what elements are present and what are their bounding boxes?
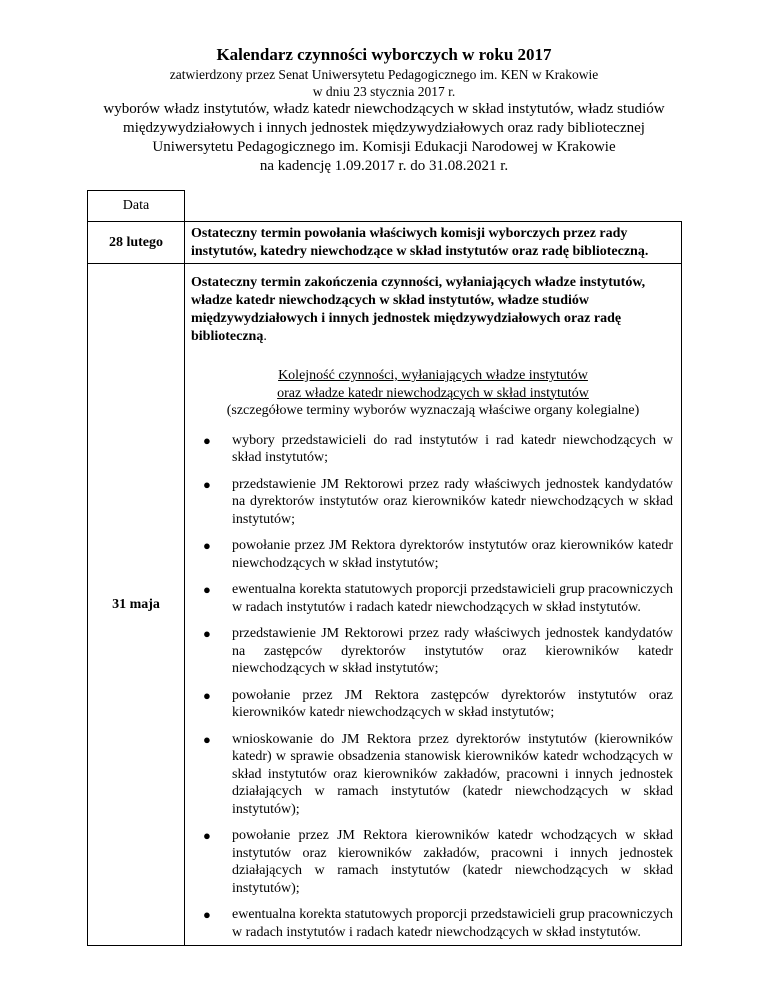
list-item-text: wybory przedstawicieli do rad instytutów i rad katedr niewchodzących w skład instytutów; — [232, 432, 673, 465]
steps-list — [185, 432, 681, 942]
bullet-icon: ● — [203, 476, 211, 492]
list-item-text: przedstawienie JM Rektorowi przez rady właściwych jednostek kandydatów na dyrektorów instytutów oraz kierowników katedr niewchodzących w skład instytutów; — [232, 476, 673, 527]
document-header — [40, 44, 728, 176]
list-item-text: powołanie przez JM Rektora dyrektorów instytutów oraz kierowników katedr niewchodzących w skład instytutów; — [232, 538, 673, 571]
list-item — [203, 827, 673, 897]
list-item-text: powołanie przez JM Rektora zastępców dyrektorów instytutów oraz kierowników katedr niewchodzących w skład instytutów; — [232, 687, 673, 720]
bullet-icon: ● — [203, 731, 211, 747]
term-line: na kadencję 1.09.2017 r. do 31.08.2021 r. — [259, 158, 509, 174]
scope-line-1: wyborów władz instytutów, władz katedr niewchodzących w skład instytutów, władz studiów — [103, 101, 665, 117]
sequence-section — [185, 367, 681, 420]
empty-header-cell — [185, 191, 682, 222]
approval-date: w dniu 23 stycznia 2017 r. — [312, 84, 456, 99]
table-header-row — [88, 191, 682, 222]
bullet-icon: ● — [203, 687, 211, 703]
table-row — [88, 222, 682, 264]
bullet-icon: ● — [203, 538, 211, 553]
row-text — [185, 264, 681, 348]
bullet-icon: ● — [203, 907, 211, 922]
date-column-header: Data — [88, 191, 185, 222]
list-item-text: powołanie przez JM Rektora kierowników katedr wchodzących w skład instytutów oraz kierowników zakładów, pracowni i innych jednostek działających w ramach instytutów (katedr niewchodzących w skład instytutów); — [232, 828, 673, 896]
list-item-text: wnioskowanie do JM Rektora przez dyrektorów instytutów (kierowników katedr) w sprawie obsadzenia stanowisk kierowników katedr wchodzących w skład instytutów oraz kierowników zakładów, pracowni i innych jednostek działających w ramach instytutów (katedr niewchodzących w skład instytutów); — [232, 731, 673, 817]
table-row — [88, 264, 682, 946]
list-item — [203, 687, 673, 722]
sequence-heading-1: Kolejność czynności, wyłaniających władze instytutów — [278, 368, 588, 383]
row-date: 28 lutego — [88, 222, 185, 264]
list-item — [203, 581, 673, 616]
list-item — [203, 906, 673, 941]
list-item-text: przedstawienie JM Rektorowi przez rady właściwych jednostek kandydatów na zastępców dyrektorów instytutów oraz kierowników katedr niewchodzących w skład instytutów; — [232, 626, 673, 676]
row-content — [185, 264, 682, 946]
scope-line-2: międzywydziałowych i innych jednostek międzywydziałowych oraz rady bibliotecznej — [123, 120, 645, 136]
sequence-heading-2: oraz władze katedr niewchodzących w skład instytutów — [277, 385, 589, 401]
list-item — [203, 476, 673, 529]
row-date: 31 maja — [88, 264, 185, 946]
election-calendar-table — [87, 190, 682, 946]
row-content — [185, 222, 682, 264]
row-text: Ostateczny termin powołania właściwych komisji wyborczych przez rady instytutów, katedry niewchodzące w skład instytutów oraz radę biblioteczną. — [191, 226, 649, 259]
approval-line: zatwierdzony przez Senat Uniwersytetu Pedagogicznego im. KEN w Krakowie — [169, 67, 599, 82]
bullet-icon: ● — [203, 582, 211, 597]
list-item — [203, 731, 673, 819]
row-text-period: . — [263, 329, 267, 344]
bullet-icon: ● — [203, 432, 211, 448]
sequence-note: (szczegółowe terminy wyborów wyznaczają właściwe organy kolegialne) — [226, 403, 640, 418]
document-title: Kalendarz czynności wyborczych w roku 2017 — [216, 45, 552, 64]
scope-line-3: Uniwersytetu Pedagogicznego im. Komisji Edukacji Narodowej w Krakowie — [152, 139, 616, 155]
list-item-text: ewentualna korekta statutowych proporcji przedstawicieli grup pracowniczych w radach instytutów i radach katedr niewchodzących w skład instytutów. — [232, 582, 673, 615]
bullet-icon: ● — [203, 626, 211, 641]
list-item — [203, 625, 673, 678]
list-item — [203, 537, 673, 572]
row-text-main: Ostateczny termin zakończenia czynności, wyłaniających władze instytutów, władze katedr niewchodzących w skład instytutów, władze studiów międzywydziałowych i innych jednostek międzywydziałowych oraz radę biblioteczną — [191, 275, 646, 344]
bullet-icon: ● — [203, 828, 211, 843]
list-item-text: ewentualna korekta statutowych proporcji przedstawicieli grup pracowniczych w radach instytutów i radach katedr niewchodzących w skład instytutów. — [232, 907, 673, 940]
list-item — [203, 432, 673, 467]
